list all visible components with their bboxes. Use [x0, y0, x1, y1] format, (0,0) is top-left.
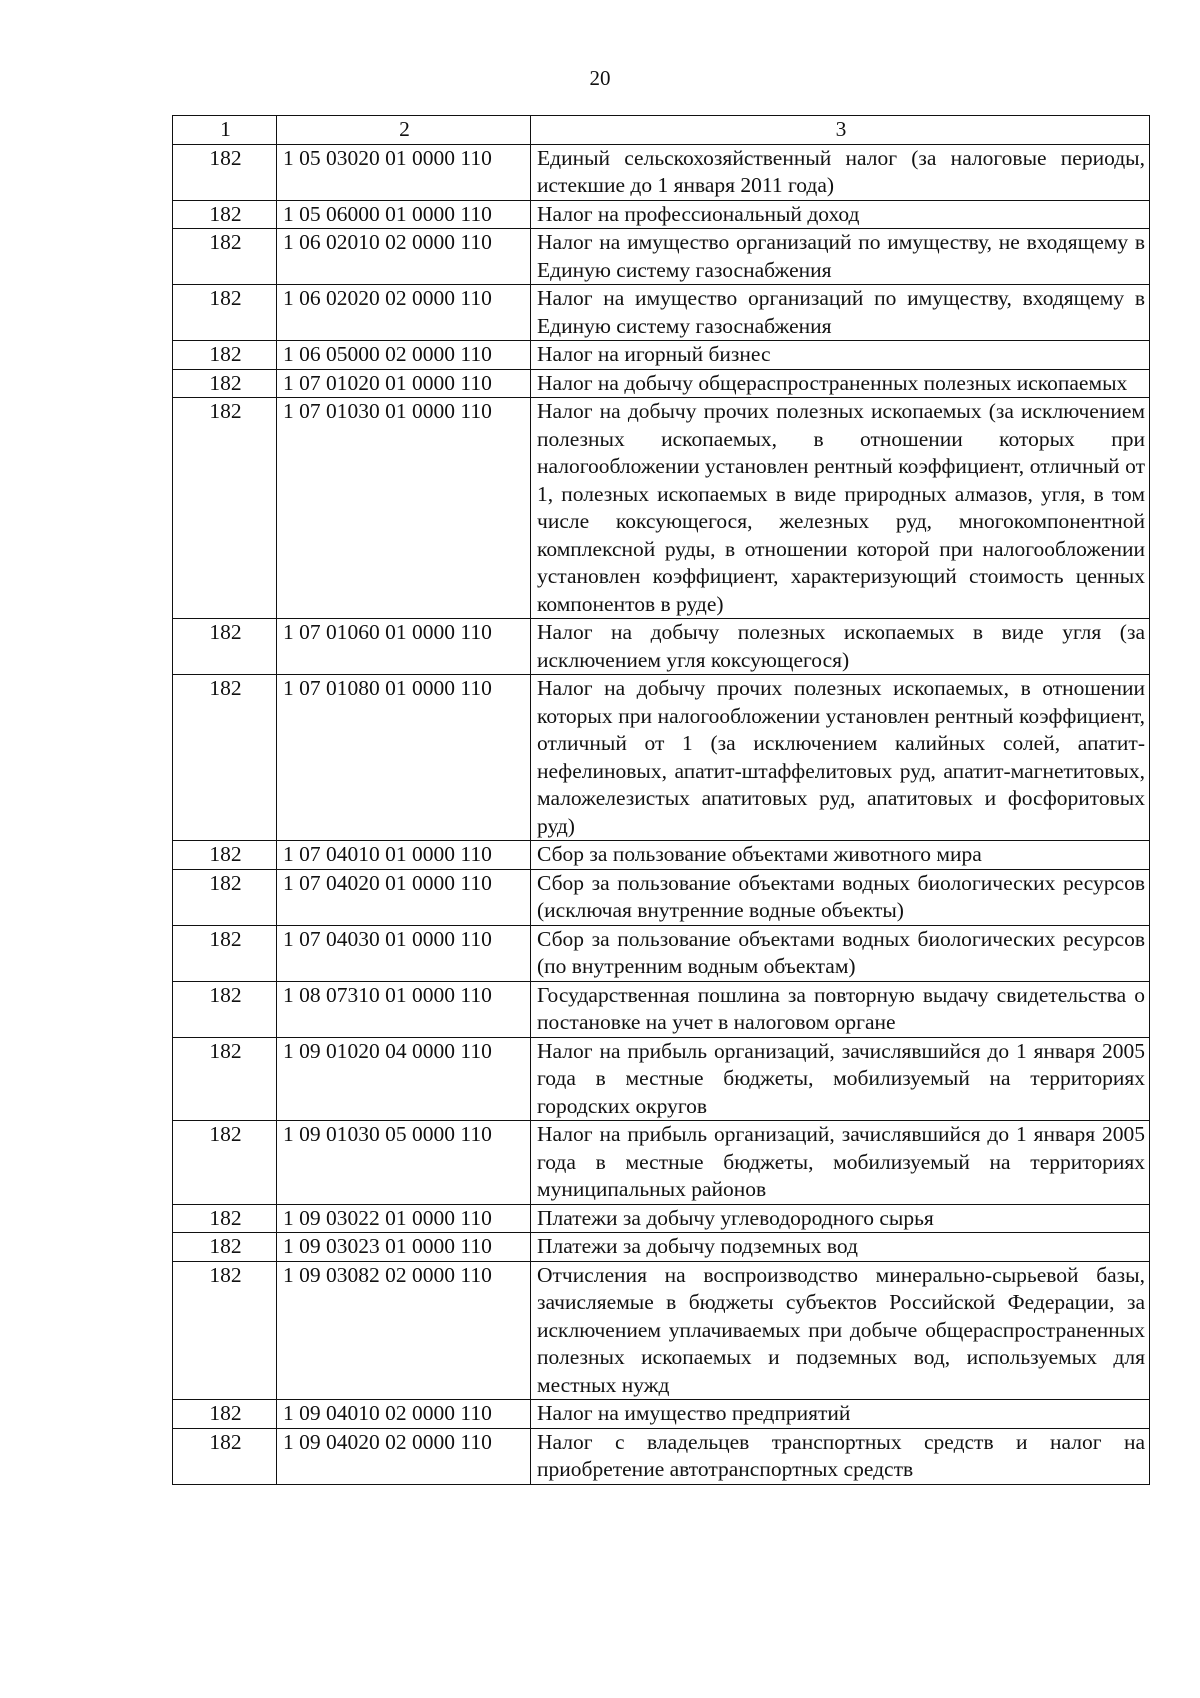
page-number: 20 [589, 66, 611, 90]
revenue-name-cell: Платежи за добычу углеводородного сырья [531, 1204, 1150, 1233]
table-row [173, 841, 1150, 870]
admin-code-cell: 182 [173, 981, 277, 1037]
budget-code-cell: 1 09 03022 01 0000 110 [277, 1204, 531, 1233]
table-row [173, 200, 1150, 229]
budget-code-cell: 1 09 03023 01 0000 110 [277, 1233, 531, 1262]
column-header-1: 1 [173, 116, 277, 145]
table-row [173, 869, 1150, 925]
admin-code-cell: 182 [173, 398, 277, 619]
column-header-3: 3 [531, 116, 1150, 145]
revenue-name-cell: Налог на профессиональный доход [531, 200, 1150, 229]
budget-code-cell: 1 09 04020 02 0000 110 [277, 1428, 531, 1484]
admin-code-cell: 182 [173, 1233, 277, 1262]
budget-code-cell: 1 07 01080 01 0000 110 [277, 675, 531, 841]
admin-code-cell: 182 [173, 144, 277, 200]
revenue-name-cell: Единый сельскохозяйственный налог (за налоговые периоды, истекшие до 1 января 2011 года) [531, 144, 1150, 200]
admin-code-cell: 182 [173, 1121, 277, 1205]
revenue-name-cell: Налог на прибыль организаций, зачислявшийся до 1 января 2005 года в местные бюджеты, мобилизуемый на территориях городских округов [531, 1037, 1150, 1121]
column-header-2: 2 [277, 116, 531, 145]
table-row [173, 1204, 1150, 1233]
admin-code-cell: 182 [173, 869, 277, 925]
admin-code-cell: 182 [173, 1037, 277, 1121]
revenue-name-cell: Сбор за пользование объектами водных биологических ресурсов (по внутренним водным объектам) [531, 925, 1150, 981]
revenue-codes-table [172, 115, 1150, 1485]
revenue-name-cell: Налог на имущество предприятий [531, 1400, 1150, 1429]
table-row [173, 1037, 1150, 1121]
revenue-name-cell: Отчисления на воспроизводство минерально-сырьевой базы, зачисляемые в бюджеты субъектов Российской Федерации, за исключением уплачиваемых при добыче общераспространенных полезных ископаемых и подземных вод, используемых для местных нужд [531, 1261, 1150, 1400]
revenue-name-cell: Налог на добычу прочих полезных ископаемых (за исключением полезных ископаемых, в отношении которых при налогообложении установлен рентный коэффициент, отличный от 1, полезных ископаемых в виде природных алмазов, угля, в том числе коксующегося, железных руд, многокомпонентной комплексной руды, в отношении которой при налогообложении установлен коэффициент, характеризующий стоимость ценных компонентов в руде) [531, 398, 1150, 619]
table-row [173, 229, 1150, 285]
admin-code-cell: 182 [173, 200, 277, 229]
revenue-name-cell: Налог на добычу прочих полезных ископаемых, в отношении которых при налогообложении установлен рентный коэффициент, отличный от 1 (за исключением калийных солей, апатит-нефелиновых, апатит-штаффелитовых руд, апатит-магнетитовых, маложелезистых апатитовых руд, апатитовых и фосфоритовых руд) [531, 675, 1150, 841]
budget-code-cell: 1 07 01020 01 0000 110 [277, 369, 531, 398]
budget-code-cell: 1 09 01030 05 0000 110 [277, 1121, 531, 1205]
admin-code-cell: 182 [173, 285, 277, 341]
budget-code-cell: 1 07 04020 01 0000 110 [277, 869, 531, 925]
admin-code-cell: 182 [173, 229, 277, 285]
revenue-name-cell: Налог на добычу полезных ископаемых в виде угля (за исключением угля коксующегося) [531, 619, 1150, 675]
revenue-name-cell: Сбор за пользование объектами животного мира [531, 841, 1150, 870]
budget-code-cell: 1 09 03082 02 0000 110 [277, 1261, 531, 1400]
table-row [173, 1121, 1150, 1205]
admin-code-cell: 182 [173, 1400, 277, 1429]
table-row [173, 369, 1150, 398]
revenue-name-cell: Налог на прибыль организаций, зачислявшийся до 1 января 2005 года в местные бюджеты, мобилизуемый на территориях муниципальных районов [531, 1121, 1150, 1205]
budget-code-cell: 1 09 01020 04 0000 110 [277, 1037, 531, 1121]
budget-code-cell: 1 06 02010 02 0000 110 [277, 229, 531, 285]
budget-code-cell: 1 07 01030 01 0000 110 [277, 398, 531, 619]
budget-code-cell: 1 06 02020 02 0000 110 [277, 285, 531, 341]
budget-code-cell: 1 06 05000 02 0000 110 [277, 341, 531, 370]
admin-code-cell: 182 [173, 1428, 277, 1484]
table-row [173, 398, 1150, 619]
table-row [173, 144, 1150, 200]
admin-code-cell: 182 [173, 925, 277, 981]
admin-code-cell: 182 [173, 1261, 277, 1400]
budget-code-cell: 1 05 03020 01 0000 110 [277, 144, 531, 200]
revenue-name-cell: Налог на добычу общераспространенных полезных ископаемых [531, 369, 1150, 398]
revenue-name-cell: Платежи за добычу подземных вод [531, 1233, 1150, 1262]
budget-code-cell: 1 07 04030 01 0000 110 [277, 925, 531, 981]
admin-code-cell: 182 [173, 619, 277, 675]
budget-code-cell: 1 09 04010 02 0000 110 [277, 1400, 531, 1429]
table-row [173, 1233, 1150, 1262]
table-row [173, 925, 1150, 981]
revenue-name-cell: Государственная пошлина за повторную выдачу свидетельства о постановке на учет в налоговом органе [531, 981, 1150, 1037]
table-body [173, 144, 1150, 1484]
admin-code-cell: 182 [173, 675, 277, 841]
table-row [173, 341, 1150, 370]
budget-code-cell: 1 07 01060 01 0000 110 [277, 619, 531, 675]
budget-code-cell: 1 05 06000 01 0000 110 [277, 200, 531, 229]
table-row [173, 285, 1150, 341]
table-row [173, 981, 1150, 1037]
admin-code-cell: 182 [173, 841, 277, 870]
revenue-name-cell: Сбор за пользование объектами водных биологических ресурсов (исключая внутренние водные объекты) [531, 869, 1150, 925]
revenue-name-cell: Налог с владельцев транспортных средств и налог на приобретение автотранспортных средств [531, 1428, 1150, 1484]
table-row [173, 1261, 1150, 1400]
revenue-name-cell: Налог на имущество организаций по имуществу, входящему в Единую систему газоснабжения [531, 285, 1150, 341]
revenue-name-cell: Налог на имущество организаций по имуществу, не входящему в Единую систему газоснабжения [531, 229, 1150, 285]
budget-code-cell: 1 07 04010 01 0000 110 [277, 841, 531, 870]
revenue-name-cell: Налог на игорный бизнес [531, 341, 1150, 370]
admin-code-cell: 182 [173, 341, 277, 370]
table-row [173, 619, 1150, 675]
table-row [173, 1400, 1150, 1429]
table-row [173, 675, 1150, 841]
table-header-row [173, 116, 1150, 145]
budget-code-cell: 1 08 07310 01 0000 110 [277, 981, 531, 1037]
admin-code-cell: 182 [173, 369, 277, 398]
admin-code-cell: 182 [173, 1204, 277, 1233]
table-row [173, 1428, 1150, 1484]
